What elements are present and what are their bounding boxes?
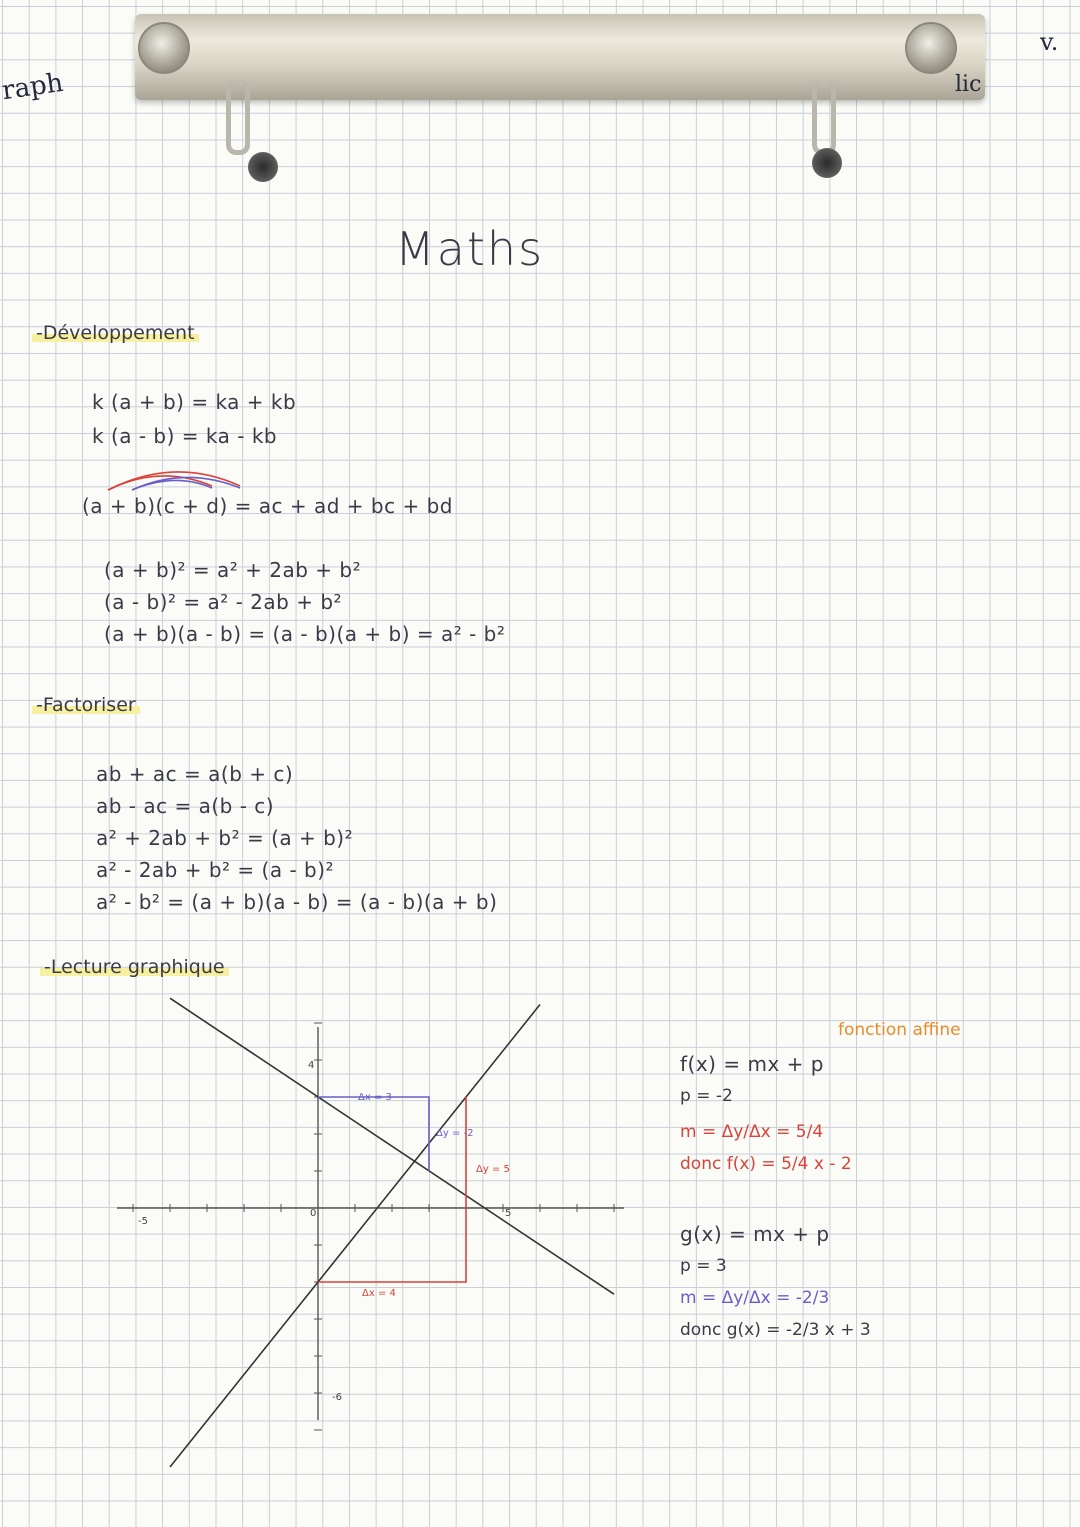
formula-line: k (a - b) = ka - kb xyxy=(92,424,278,448)
y-tick-label-top: 4 xyxy=(308,1060,315,1071)
y-tick-label-bottom: -6 xyxy=(332,1392,342,1403)
graph-lines xyxy=(170,998,614,1467)
dy-purple-label: Δy = -2 xyxy=(436,1128,474,1139)
note-fonction-affine: fonction affine xyxy=(838,1020,961,1040)
f-definition: f(x) = mx + p xyxy=(680,1052,824,1076)
g-slope: m = Δy/Δx = -2/3 xyxy=(680,1288,830,1308)
f-expression: donc f(x) = 5/4 x - 2 xyxy=(680,1154,852,1174)
g-intercept: p = 3 xyxy=(680,1256,727,1276)
section-heading-lecture-graphique: -Lecture graphique xyxy=(40,956,229,978)
graph-axes xyxy=(117,1023,624,1430)
x-tick-label-left: -5 xyxy=(138,1216,148,1227)
formula-line: a² + 2ab + b² = (a + b)² xyxy=(96,826,354,850)
formula-line: (a + b)(a - b) = (a - b)(a + b) = a² - b² xyxy=(104,622,506,646)
g-definition: g(x) = mx + p xyxy=(680,1222,830,1246)
corner-text-mid-right: lic xyxy=(955,72,982,97)
corner-text-left: raph xyxy=(0,67,66,107)
series-line-2 xyxy=(170,998,614,1294)
formula-line: (a + b)² = a² + 2ab + b² xyxy=(104,558,362,582)
x-intercept-label: 5 xyxy=(505,1208,512,1219)
f-intercept: p = -2 xyxy=(680,1086,733,1106)
dy-red-label: Δy = 5 xyxy=(476,1164,510,1175)
series-line-1 xyxy=(170,1005,540,1468)
page-title: Maths xyxy=(395,222,545,276)
formula-line: (a - b)² = a² - 2ab + b² xyxy=(104,590,343,614)
corner-text-right: v. xyxy=(1040,28,1059,56)
section-heading-factoriser: -Factoriser xyxy=(32,694,140,716)
formula-line: a² - b² = (a + b)(a - b) = (a - b)(a + b) xyxy=(96,890,498,914)
g-expression: donc g(x) = -2/3 x + 3 xyxy=(680,1320,871,1340)
section-heading-developpement: -Développement xyxy=(32,322,199,344)
formula-line: k (a + b) = ka + kb xyxy=(92,390,297,414)
formula-line: ab - ac = a(b - c) xyxy=(96,794,275,818)
formula-line: (a + b)(c + d) = ac + ad + bc + bd xyxy=(82,494,453,518)
f-slope: m = Δy/Δx = 5/4 xyxy=(680,1122,824,1142)
origin-label: 0 xyxy=(310,1208,317,1219)
formula-line: ab + ac = a(b + c) xyxy=(96,762,294,786)
formula-line: a² - 2ab + b² = (a - b)² xyxy=(96,858,335,882)
dx-red-label: Δx = 4 xyxy=(362,1288,396,1299)
dx-purple-label: Δx = 3 xyxy=(358,1092,392,1103)
